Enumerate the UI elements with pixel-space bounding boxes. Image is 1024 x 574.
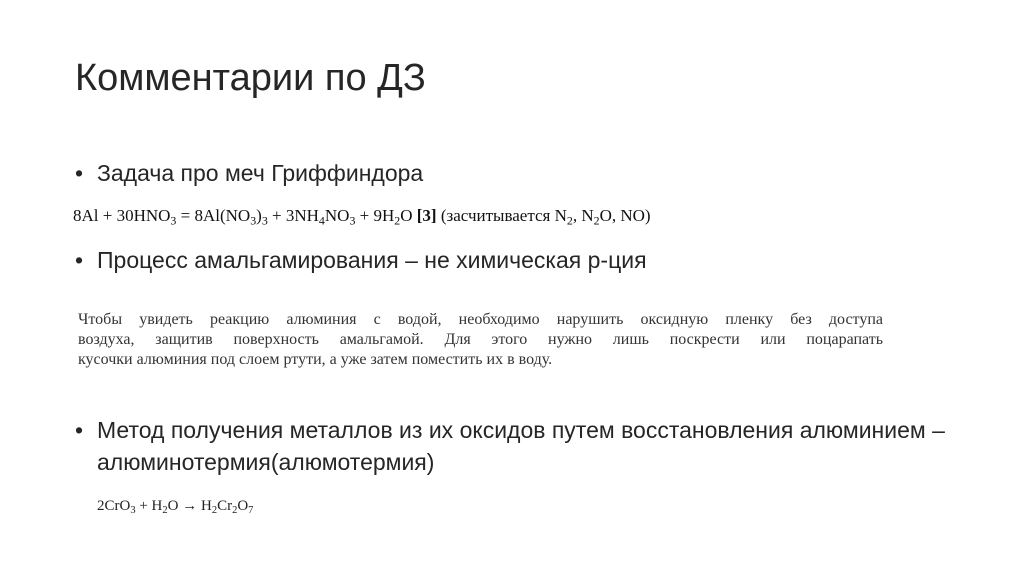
bullet-item — [75, 157, 955, 189]
bullet-item — [75, 414, 975, 478]
eq-part: + 9H — [355, 206, 395, 225]
eq-sub: 2 — [162, 505, 168, 517]
eq-part: O → H — [167, 498, 212, 514]
eq-sub: 3 — [130, 505, 136, 517]
bullet-dot: • — [75, 417, 84, 443]
eq-sub: 3 — [261, 213, 268, 228]
equation-nitric-acid — [73, 205, 651, 227]
eq-sub: 3 — [250, 213, 257, 228]
bullet-text: Задача про меч Гриффиндора — [97, 160, 424, 186]
eq-sub: 2 — [394, 213, 401, 228]
paragraph-line: воздуха, защитив поверхность амальгамой. Для этого нужно лишь поскрести или поцарапать — [78, 331, 883, 348]
eq-part: O — [237, 498, 249, 514]
eq-part: Cr — [217, 498, 233, 514]
eq-part: = 8Al(NO — [176, 206, 251, 225]
bullet-dot: • — [75, 160, 84, 186]
eq-sub: 2 — [232, 505, 238, 517]
eq-part: + H — [135, 498, 163, 514]
eq-sub: 2 — [211, 505, 218, 517]
paragraph-line: кусочки алюминия под слоем ртути, а уже затем поместить их в воду. — [78, 351, 553, 368]
eq-part: + 3NH — [267, 206, 319, 225]
eq-part: 8Al + 30HNO — [73, 206, 171, 225]
eq-part: NO — [324, 206, 350, 225]
bullet-text: Процесс амальгамирования – не химическая р-ция — [97, 247, 647, 273]
bullet-item — [75, 244, 955, 276]
slide-title: Комментарии по ДЗ — [75, 57, 426, 99]
bullet-text: Метод получения металлов из их оксидов путем восстановления алюминием – алюминотермия(алюмотермия) — [97, 417, 945, 475]
eq-part: (засчитывается N — [436, 206, 567, 225]
eq-sub: 3 — [349, 213, 356, 228]
eq-score: [3] — [416, 206, 437, 225]
equation-chromic-acid — [97, 496, 253, 516]
eq-part: ) — [256, 206, 262, 225]
eq-part: , N — [572, 206, 594, 225]
eq-sub: 3 — [170, 213, 177, 228]
eq-part: O, NO) — [599, 206, 651, 225]
amalgam-paragraph — [78, 310, 883, 370]
eq-sub: 7 — [248, 505, 254, 517]
eq-sub: 2 — [566, 213, 573, 228]
eq-part: O — [400, 206, 417, 225]
eq-part: 2CrO — [97, 498, 131, 514]
eq-sub: 2 — [593, 213, 600, 228]
bullet-dot: • — [75, 247, 84, 273]
paragraph-line: Чтобы увидеть реакцию алюминия с водой, необходимо нарушить оксидную пленку без доступа — [78, 311, 883, 328]
eq-sub: 4 — [318, 213, 325, 228]
